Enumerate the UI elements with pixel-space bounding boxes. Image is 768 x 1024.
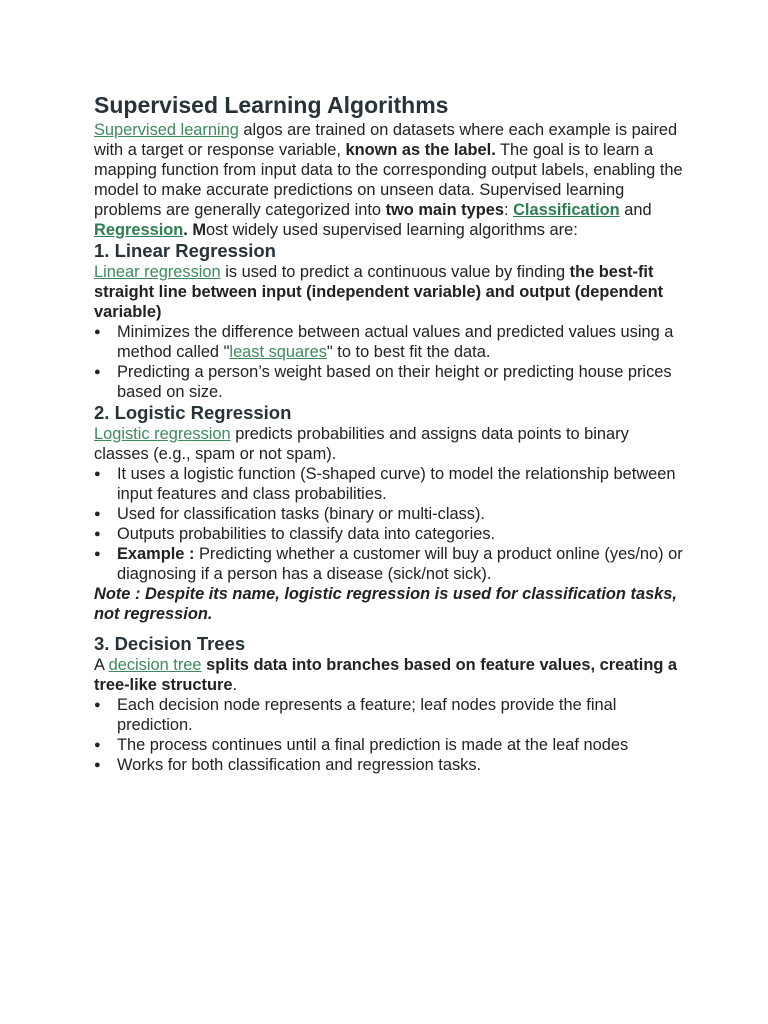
bullet-icon: ●: [94, 468, 101, 480]
list-item-text: " to to best fit the data.: [326, 343, 491, 361]
list-item: [94, 524, 684, 544]
intro-bold-label: known as the label.: [345, 141, 496, 159]
list-item: [94, 755, 684, 775]
intro-text-4: and: [619, 201, 652, 219]
section-heading-decision-trees: 3. Decision Trees: [94, 633, 246, 654]
bullet-icon: ●: [94, 528, 101, 540]
logistic-regression-paragraph: [94, 424, 684, 464]
classification-link[interactable]: Classification: [513, 201, 620, 219]
linear-bold-definition: the best-fit straight line between input (independent variable) and output (dependent variable): [94, 263, 664, 321]
list-item-text: The process continues until a final prediction is made at the leaf nodes: [117, 736, 629, 754]
list-item-text: Predicting whether a customer will buy a product online (yes/no) or diagnosing if a person has a disease (sick/not sick).: [117, 545, 683, 583]
logistic-regression-link[interactable]: Logistic regression: [94, 425, 231, 443]
bullet-icon: ●: [94, 739, 101, 751]
bullet-icon: ●: [94, 759, 101, 771]
list-item: [94, 322, 684, 362]
list-item: [94, 544, 684, 584]
intro-bold-types: two main types: [385, 201, 504, 219]
trees-text-0: A: [94, 656, 109, 674]
list-item-text: Used for classification tasks (binary or multi-class).: [117, 505, 485, 523]
trees-bold-definition: splits data into branches based on feature values, creating a tree-like structure: [94, 656, 678, 694]
intro-text-1: algos are trained on datasets where each example is paired with a target or response variable,: [94, 121, 678, 159]
decision-trees-paragraph: [94, 655, 684, 695]
logistic-text-1: predicts probabilities and assigns data points to binary classes (e.g., spam or not spam).: [94, 425, 629, 463]
bullet-icon: ●: [94, 508, 101, 520]
intro-paragraph: [94, 120, 684, 240]
decision-tree-link[interactable]: decision tree: [108, 656, 202, 674]
bullet-icon: ●: [94, 548, 101, 560]
list-item-text: Predicting a person’s weight based on their height or predicting house prices based on size.: [117, 363, 672, 401]
list-item: [94, 464, 684, 504]
intro-text-5: ost widely used supervised learning algorithms are:: [206, 221, 578, 239]
list-item-text: Works for both classification and regression tasks.: [117, 756, 482, 774]
list-item-text: Outputs probabilities to classify data into categories.: [117, 525, 496, 543]
example-label: Example :: [117, 545, 195, 563]
supervised-learning-link[interactable]: Supervised learning: [94, 121, 239, 139]
linear-text-1: is used to predict a continuous value by finding: [220, 263, 570, 281]
logistic-note: Note : Despite its name, logistic regression is used for classification tasks, not regression.: [94, 585, 677, 623]
section-heading-linear-regression: 1. Linear Regression: [94, 240, 276, 261]
logistic-regression-list: [94, 464, 684, 584]
bullet-icon: ●: [94, 699, 101, 711]
intro-text-2: The goal is to learn a mapping function from input data to the corresponding output labels, enabling the model to make accurate predictions on unseen data. Supervised learning problems are generally categorized into: [94, 141, 683, 219]
trees-text-2: .: [232, 676, 238, 694]
list-item: [94, 735, 684, 755]
regression-link[interactable]: Regression: [94, 221, 184, 239]
list-item: [94, 362, 684, 402]
list-item-text: Minimizes the difference between actual values and predicted values using a method called ": [117, 323, 674, 361]
linear-regression-link[interactable]: Linear regression: [94, 263, 221, 281]
bullet-icon: ●: [94, 366, 101, 378]
list-item-text: Each decision node represents a feature; leaf nodes provide the final prediction.: [117, 696, 617, 734]
decision-trees-list: [94, 695, 684, 775]
least-squares-link[interactable]: least squares: [229, 343, 327, 361]
linear-regression-paragraph: [94, 262, 684, 322]
intro-text-3: :: [503, 201, 514, 219]
page-title: Supervised Learning Algorithms: [94, 92, 449, 118]
list-item: [94, 695, 684, 735]
section-heading-logistic-regression: 2. Logistic Regression: [94, 402, 292, 423]
list-item: [94, 504, 684, 524]
list-item-text: It uses a logistic function (S-shaped curve) to model the relationship between input features and class probabilities.: [117, 465, 676, 503]
bullet-icon: ●: [94, 326, 101, 338]
linear-regression-list: [94, 322, 684, 402]
article: [94, 90, 684, 775]
intro-bold-m: . M: [183, 221, 207, 239]
